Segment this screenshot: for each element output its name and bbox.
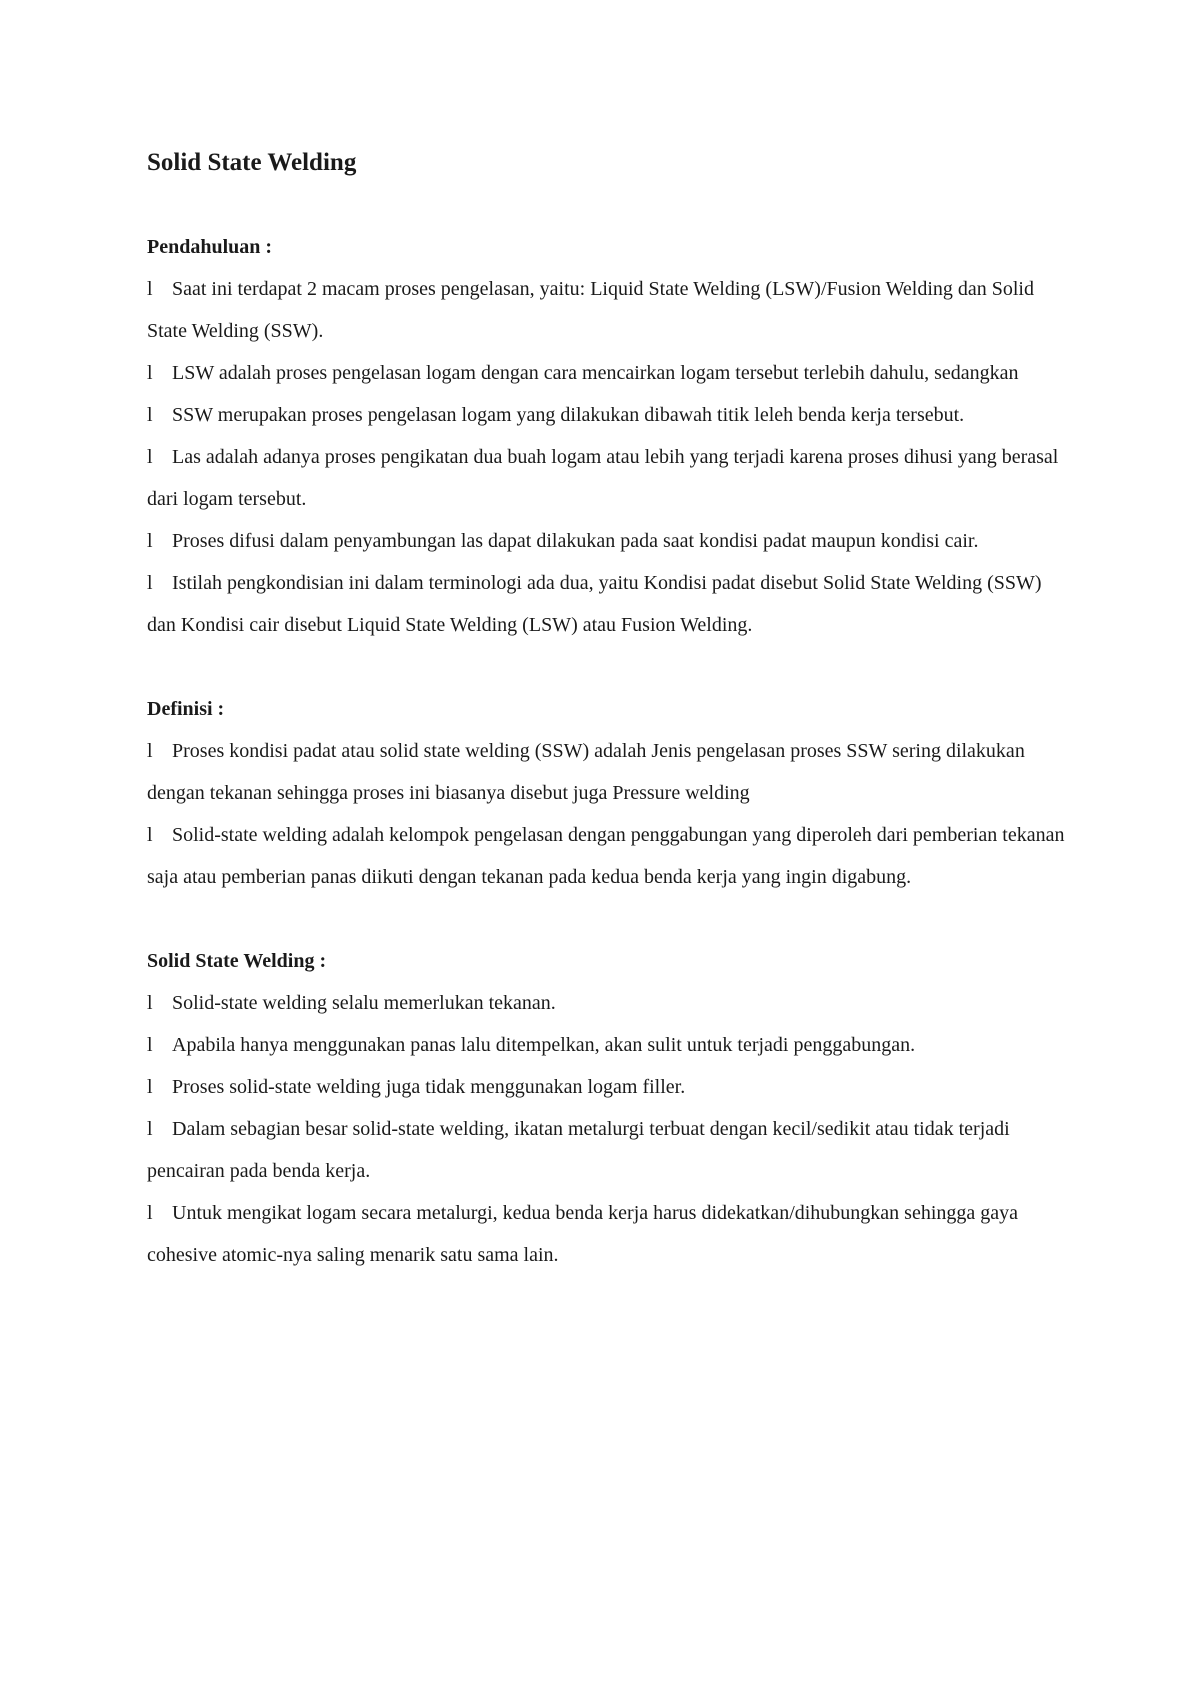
list-item: [147, 268, 1072, 352]
list-item-text: LSW adalah proses pengelasan logam dengan cara mencairkan logam tersebut terlebih dahulu, sedangkan: [172, 362, 1019, 384]
list-item: [147, 730, 1072, 814]
bullet-icon: l: [147, 992, 153, 1014]
document-title: Solid State Welding: [147, 149, 357, 176]
section-heading: Solid State Welding :: [147, 950, 327, 972]
section-heading: Pendahuluan :: [147, 236, 273, 258]
list-item-text: Apabila hanya menggunakan panas lalu ditempelkan, akan sulit untuk terjadi penggabungan.: [172, 1034, 916, 1056]
list-item: [147, 1066, 1072, 1108]
section-solid-state-welding: [147, 940, 1072, 1276]
bullet-list: [147, 268, 1072, 646]
bullet-icon: l: [147, 1202, 153, 1224]
bullet-icon: l: [147, 530, 153, 552]
list-item-text: Las adalah adanya proses pengikatan dua buah logam atau lebih yang terjadi karena proses dihusi yang berasal dari logam tersebut.: [147, 446, 1059, 510]
bullet-icon: l: [147, 1034, 153, 1056]
list-item-text: Untuk mengikat logam secara metalurgi, kedua benda kerja harus didekatkan/dihubungkan sehingga gaya cohesive atomic-nya saling menarik satu sama lain.: [147, 1202, 1019, 1266]
list-item-text: Solid-state welding adalah kelompok pengelasan dengan penggabungan yang diperoleh dari pemberian tekanan saja atau pemberian panas diikuti dengan tekanan pada kedua benda kerja yang ingin digabung.: [147, 824, 1065, 888]
bullet-icon: l: [147, 572, 153, 594]
list-item-text: Istilah pengkondisian ini dalam terminologi ada dua, yaitu Kondisi padat disebut Solid State Welding (SSW) dan Kondisi cair disebut Liquid State Welding (LSW) atau Fusion Welding.: [147, 572, 1042, 636]
bullet-icon: l: [147, 362, 153, 384]
list-item-text: Solid-state welding selalu memerlukan tekanan.: [172, 992, 556, 1014]
list-item: [147, 520, 1072, 562]
bullet-icon: l: [147, 446, 153, 468]
list-item-text: Proses difusi dalam penyambungan las dapat dilakukan pada saat kondisi padat maupun kondisi cair.: [172, 530, 979, 552]
list-item-text: Proses kondisi padat atau solid state welding (SSW) adalah Jenis pengelasan proses SSW sering dilakukan dengan tekanan sehingga proses ini biasanya disebut juga Pressure welding: [147, 740, 1025, 804]
document-page: [147, 143, 1072, 1276]
bullet-list: [147, 982, 1072, 1276]
bullet-icon: l: [147, 740, 153, 762]
list-item-text: Saat ini terdapat 2 macam proses pengelasan, yaitu: Liquid State Welding (LSW)/Fusion Welding dan Solid State Welding (SSW).: [147, 278, 1034, 342]
list-item-text: Dalam sebagian besar solid-state welding, ikatan metalurgi terbuat dengan kecil/sedikit atau tidak terjadi pencairan pada benda kerja.: [147, 1118, 1010, 1182]
list-item: [147, 982, 1072, 1024]
list-item: [147, 562, 1072, 646]
list-item-text: SSW merupakan proses pengelasan logam yang dilakukan dibawah titik leleh benda kerja tersebut.: [172, 404, 965, 426]
list-item: [147, 436, 1072, 520]
bullet-icon: l: [147, 404, 153, 426]
section-pendahuluan: [147, 226, 1072, 646]
section-definisi: [147, 688, 1072, 898]
list-item-text: Proses solid-state welding juga tidak menggunakan logam filler.: [172, 1076, 686, 1098]
bullet-icon: l: [147, 278, 153, 300]
list-item: [147, 1192, 1072, 1276]
list-item: [147, 394, 1072, 436]
bullet-icon: l: [147, 1118, 153, 1140]
list-item: [147, 1024, 1072, 1066]
bullet-icon: l: [147, 1076, 153, 1098]
bullet-list: [147, 730, 1072, 898]
list-item: [147, 814, 1072, 898]
list-item: [147, 1108, 1072, 1192]
section-heading: Definisi :: [147, 698, 225, 720]
bullet-icon: l: [147, 824, 153, 846]
list-item: [147, 352, 1072, 394]
